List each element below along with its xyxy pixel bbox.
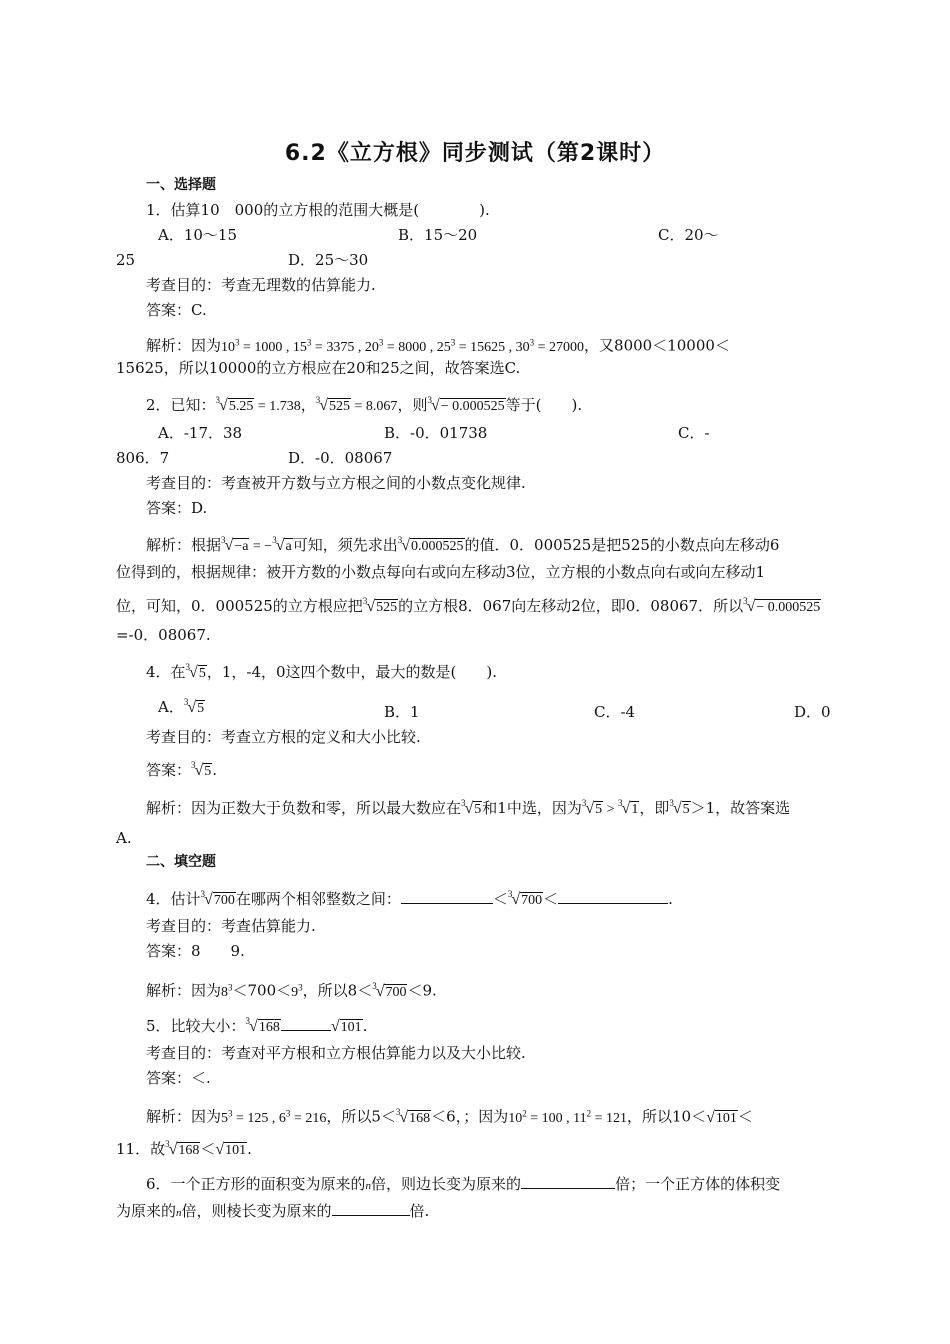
q1-answer: 答案：C. — [146, 301, 207, 319]
answer-blank[interactable] — [401, 889, 493, 904]
answer-blank[interactable] — [332, 1201, 410, 1216]
q2-analysis-line2: 位得到的，根据规律：被开方数的小数点每向右或向左移动3位，立方根的小数点向右或向左移动1 — [116, 563, 766, 581]
q2-option-c: C．- — [678, 424, 710, 442]
q1-option-b: B．15～20 — [398, 226, 478, 244]
q1-purpose: 考查目的：考查无理数的估算能力. — [146, 276, 376, 294]
answer-blank[interactable] — [521, 1174, 615, 1189]
q1-analysis: 解析：因为$10^3 = 1000$ , $15^3 = 3375$ , $20^3 = 8000$ , $25^3 = 15625$ , $30^3 = 27000$，又8000＜10000＜ — [146, 336, 730, 355]
q1-option-c-cont: 25 — [116, 251, 136, 269]
q6-line1: 6．一个正方形的面积变为原来的n倍，则边长变为原来的 倍；一个正方体的体积变 — [146, 1175, 781, 1193]
q4b-answer: 答案：8 9. — [146, 942, 245, 960]
q2-option-c-cont: 806．7 — [116, 449, 170, 467]
q4b-purpose: 考查目的：考查估算能力. — [146, 917, 316, 935]
q1-option-a: A．10～15 — [158, 226, 238, 244]
q4a-option-b: B．1 — [384, 703, 420, 721]
q5-stem: 5．比较大小：$^3$√168 √101. — [146, 1016, 368, 1035]
q4a-stem: 4．在$^3$√5，1，-4，0这四个数中，最大的数是( ). — [146, 662, 498, 681]
q2-option-d: D．-0．08067 — [288, 449, 393, 467]
q2-analysis-line3: 位，可知，0．000525的立方根应把$^3$√525的立方根8．067向左移动2位，即0．08067．所以$^3$√− 0.000525 — [116, 596, 821, 615]
q4a-purpose: 考查目的：考查立方根的定义和大小比较. — [146, 728, 421, 746]
q2-stem: 2．已知：$^3$√5.25 = 1.738，$^3$√525 = 8.067，则$^3$√− 0.000525等于( ). — [146, 395, 583, 414]
page-title: 6.2《立方根》同步测试（第2课时） — [284, 141, 666, 166]
q5-purpose: 考查目的：考查对平方根和立方根估算能力以及大小比较. — [146, 1044, 526, 1062]
q1-analysis-line2: 15625，所以10000的立方根应在20和25之间，故答案选C. — [116, 359, 521, 377]
q4a-option-c: C．-4 — [594, 703, 636, 721]
q1-option-d: D．25～30 — [288, 251, 369, 269]
q4a-option-d: D．0 — [794, 703, 831, 721]
answer-blank[interactable] — [558, 889, 668, 904]
q2-option-a: A．-17．38 — [158, 424, 243, 442]
q2-option-b: B．-0．01738 — [384, 424, 488, 442]
section-fill: 二、填空题 — [146, 854, 216, 870]
q4a-analysis: 解析：因为正数大于负数和零，所以最大数应在$^3$√5和1中选，因为$^3$√5 > $^3$√1，即$^3$√5＞1，故答案选 — [146, 798, 791, 817]
q1-option-c: C．20～ — [658, 226, 719, 244]
q2-analysis-line1: 解析：根据$^3$√−a = −$^3$√a可知，须先求出$^3$√0.000525的值．0．000525是把525的小数点向左移动6 — [146, 535, 780, 554]
q5-analysis-line2: 11．故$^3$√168＜√101. — [116, 1139, 252, 1158]
q2-answer: 答案：D. — [146, 499, 208, 517]
q2-purpose: 考查目的：考查被开方数与立方根之间的小数点变化规律. — [146, 474, 526, 492]
q6-line2: 为原来的n倍，则棱长变为原来的 倍. — [116, 1202, 430, 1220]
q5-answer: 答案：＜. — [146, 1069, 211, 1087]
q4a-analysis-line2: A. — [116, 829, 132, 847]
q5-analysis: 解析：因为$5^3 = 125$ , $6^3 = 216$，所以5＜$^3$√168＜6，；因为$10^2 = 100$ , $11^2 = 121$，所以10＜√101＜ — [146, 1106, 753, 1126]
section-choice: 一、选择题 — [146, 177, 216, 193]
q1-stem: 1．估算10 000的立方根的范围大概是( ). — [146, 201, 490, 219]
q4b-stem: 4．估计$^3$√700在哪两个相邻整数之间： ＜$^3$√700＜ . — [146, 889, 673, 908]
q4a-answer: 答案：$^3$√5. — [146, 760, 218, 779]
q2-analysis-line4: =-0．08067. — [116, 626, 211, 644]
answer-blank[interactable] — [281, 1016, 331, 1031]
q4b-analysis: 解析：因为$8^3<700<9^3$，所以8＜$^3$√700＜9. — [146, 980, 437, 1000]
q4a-option-a: A．$^3$√5 — [158, 697, 205, 716]
